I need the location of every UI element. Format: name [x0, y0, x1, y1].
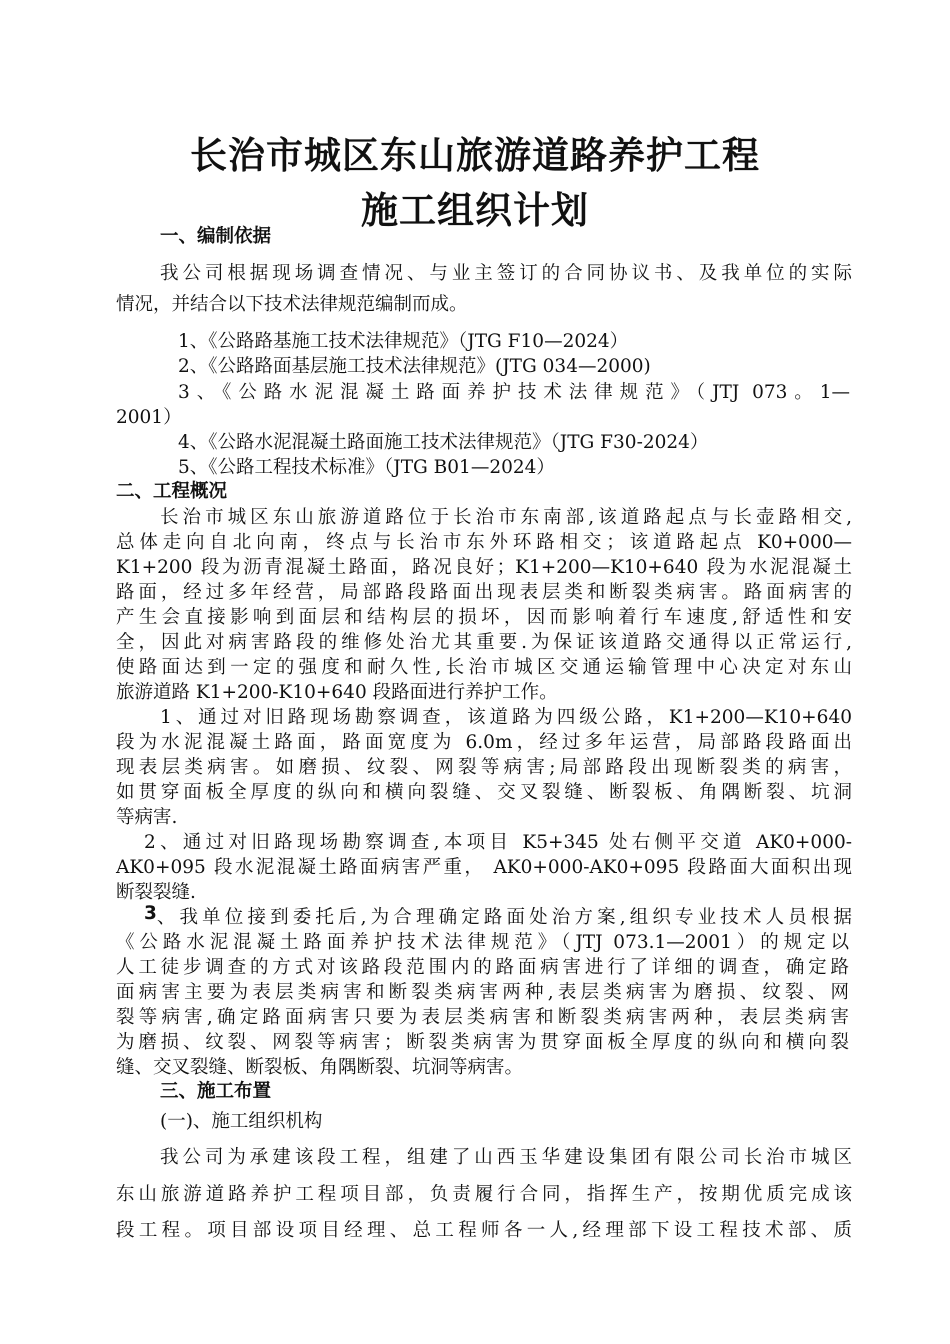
- document-title-line2: 施工组织计划: [361, 189, 589, 232]
- point3-line: 面病害主要为表层类病害和断裂类病害两种,表层类病害为磨损、纹裂、网: [116, 982, 849, 1003]
- point1-line: 如贯穿面板全厚度的纵向和横向裂缝、交叉裂缝、断裂板、角隅断裂、坑洞: [116, 782, 852, 803]
- point3-line: 《公路水泥混凝土路面养护技术法律规范》（JTJ 073.1—2001）的规定以: [116, 932, 849, 953]
- overview-line: 长治市城区东山旅游道路位于长治市东南部,该道路起点与长壶路相交,: [160, 507, 852, 528]
- document-title-line1: 长治市城区东山旅游道路养护工程: [190, 134, 760, 177]
- overview-line: 路面，经过多年经营，局部路段路面出现表层类和断裂类病害。路面病害的: [116, 582, 852, 603]
- overview-line: 旅游道路 K1+200-K10+640 段路面进行养护工作。: [116, 682, 558, 703]
- overview-line: 总体走向自北向南，终点与长治市东外环路相交；该道路起点 K0+000—: [116, 532, 852, 553]
- overview-line: K1+200 段为沥青混凝土路面，路况良好；K1+200—K10+640 段为水泥混凝土: [116, 557, 852, 578]
- point3-line: 裂等病害,确定路面病害只要为表层类病害和断裂类病害两种，表层类病害: [116, 1007, 849, 1028]
- section3-paragraph-line: 段工程。项目部设项目经理、总工程师各一人,经理部下设工程技术部、质: [116, 1220, 852, 1241]
- point3-first-line: [144, 903, 852, 929]
- reference-item: 1、《公路路基施工技术法律规范》（JTG F10—2024）: [178, 331, 629, 352]
- overview-line: 产生会直接影响到面层和结构层的损坏，因而影响着行车速度,舒适性和安: [116, 607, 852, 628]
- section3-heading: 三、施工布置: [160, 1081, 272, 1102]
- section3-paragraph-line: 我公司为承建该段工程，组建了山西玉华建设集团有限公司长治市城区: [160, 1147, 852, 1168]
- reference-item: 3、《公路水泥混凝土路面养护技术法律规范》（JTJ 073。1—: [178, 382, 850, 403]
- point1-line: 等病害.: [116, 807, 178, 828]
- section1-intro-line: 我公司根据现场调查情况、与业主签订的合同协议书、及我单位的实际: [160, 263, 852, 284]
- point2-line: AK0+095 段水泥混凝土路面病害严重， AK0+000-AK0+095 段路面大面积出现: [116, 857, 852, 878]
- point3-number: 3: [144, 903, 157, 924]
- point3-line: 为磨损、纹裂、网裂等病害；断裂类病害为贯穿面板全厚度的纵向和横向裂: [116, 1032, 849, 1053]
- overview-line: 全，因此对病害路段的维修处治尤其重要.为保证该道路交通得以正常运行,: [116, 632, 852, 653]
- section3-subheading: (一)、施工组织机构: [160, 1111, 323, 1132]
- point3-line: 人工徒步调查的方式对该路段范围内的路面病害进行了详细的调查，确定路: [116, 957, 849, 978]
- point2-line: 2、通过对旧路现场勘察调查,本项目 K5+345 处右侧平交道 AK0+000-: [144, 832, 852, 853]
- point2-line: 断裂裂缝.: [116, 882, 196, 903]
- point3-line: 缝、交叉裂缝、断裂板、角隅断裂、坑洞等病害。: [116, 1057, 524, 1078]
- reference-item: 2、《公路路面基层施工技术法律规范》(JTG 034—2000): [178, 356, 651, 377]
- section3-paragraph-line: 东山旅游道路养护工程项目部，负责履行合同，指挥生产，按期优质完成该: [116, 1184, 852, 1205]
- overview-line: 使路面达到一定的强度和耐久性,长治市城区交通运输管理中心决定对东山: [116, 657, 852, 678]
- reference-item-continuation: 2001）: [116, 407, 182, 428]
- point1-line: 现表层类病害。如磨损、纹裂、网裂等病害;局部路段出现断裂类的病害，: [116, 757, 852, 778]
- point1-line: 段为水泥混凝土路面，路面宽度为 6.0m，经过多年运营，局部路段路面出: [116, 732, 852, 753]
- section1-intro-line: 情况，并结合以下技术法律规范编制而成。: [116, 294, 468, 315]
- reference-item: 4、《公路水泥混凝土路面施工技术法律规范》（JTG F30-2024）: [178, 432, 709, 453]
- point1-line: 1、通过对旧路现场勘察调查，该道路为四级公路，K1+200—K10+640: [160, 707, 852, 728]
- section2-heading: 二、工程概况: [116, 481, 228, 502]
- reference-item: 5、《公路工程技术标准》（JTG B01—2024）: [178, 457, 555, 478]
- section1-heading: 一、编制依据: [160, 226, 272, 247]
- point3-first-text: 、我单位接到委托后,为合理确定路面处治方案,组织专业技术人员根据: [156, 907, 852, 928]
